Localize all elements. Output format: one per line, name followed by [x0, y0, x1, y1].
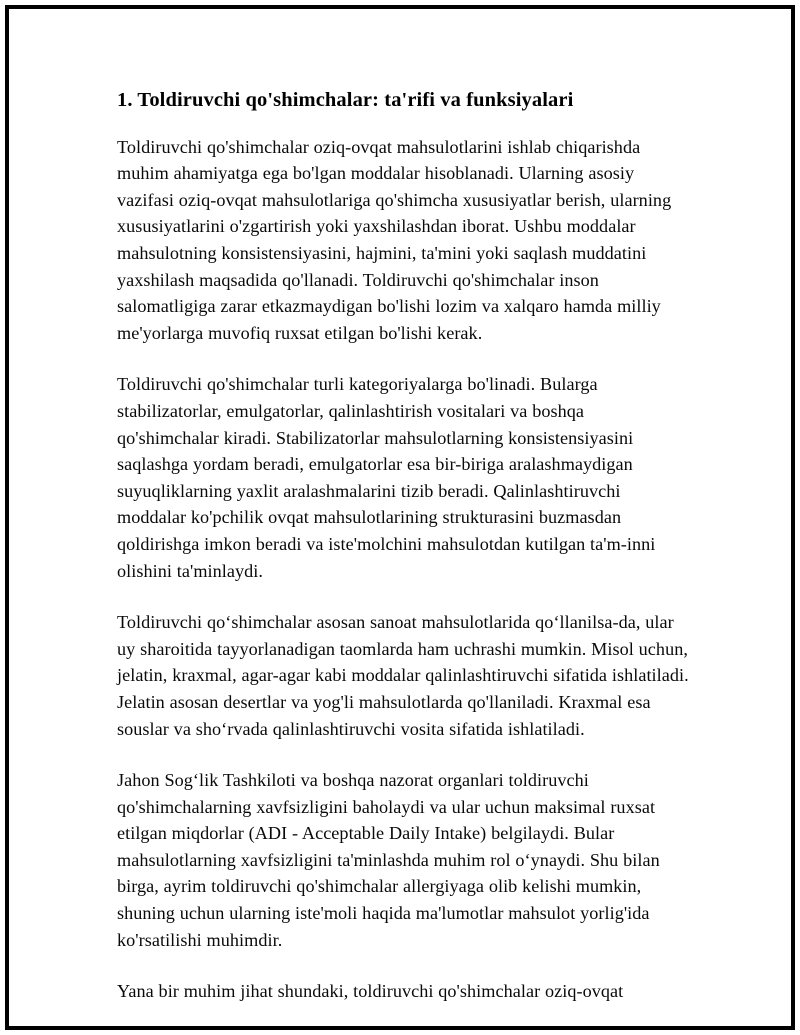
- document-page: [9, 9, 791, 1026]
- body-paragraph-1: Toldiruvchi qo'shimchalar oziq-ovqat mahsulotlarini ishlab chiqarishda muhim ahamiyatga ega bo'lgan moddalar hisoblanadi. Ularning asosiy vazifasi oziq-ovqat mahsulotlariga qo'shimcha xususiyatlar berish, ularning xususiyatlarini o'zgartirish yoki yaxshilashdan iborat. Ushbu moddalar mahsulotning konsistensiyasini, hajmini, ta'mini yoki saqlash muddatini yaxshilash maqsadida qo'llanadi. Toldiruvchi qo'shimchalar inson salomatligiga zarar etkazmaydigan bo'lishi lozim va xalqaro hamda milliy me'yorlarga muvofiq ruxsat etilgan bo'lishi kerak.: [117, 136, 672, 343]
- body-paragraph-5: Yana bir muhim jihat shundaki, toldiruvchi qo'shimchalar oziq-ovqat: [117, 981, 624, 1002]
- document-content: [117, 87, 689, 1005]
- page-title: 1. Toldiruvchi qo'shimchalar: ta'rifi va funksiyalari: [117, 89, 574, 111]
- page-border-frame: [5, 5, 795, 1030]
- body-paragraph-2: Toldiruvchi qo'shimchalar turli kategoriyalarga bo'linadi. Bularga stabilizatorlar, emulgatorlar, qalinlashtirish vositalari va boshqa qo'shimchalar kiradi. Stabilizatorlar mahsulotlarning konsistensiyasini saqlashga yordam beradi, emulgatorlar esa bir-biriga aralashmaydigan suyuqliklarning yaxlit aralashmalarini tizib beradi. Qalinlashtiruvchi moddalar ko'pchilik ovqat mahsulotlarining strukturasini buzmasdan qoldirishga imkon beradi va iste'molchini mahsulotdan kutilgan ta'm-inni olishini ta'minlaydi.: [117, 374, 656, 581]
- body-paragraph-4: Jahon Sogʻlik Tashkiloti va boshqa nazorat organlari toldiruvchi qo'shimchalarning xavfsizligini baholaydi va ular uchun maksimal ruxsat etilgan miqdorlar (ADI - Acceptable Daily Intake) belgilaydi. Bular mahsulotlarning xavfsizligini ta'minlashda muhim rol oʻynaydi. Shu bilan birga, ayrim toldiruvchi qo'shimchalar allergiyaga olib kelishi mumkin, shuning uchun ularning iste'moli haqida ma'lumotlar mahsulot yorlig'ida ko'rsatilishi muhimdir.: [117, 770, 660, 950]
- body-paragraph-3: Toldiruvchi qoʻshimchalar asosan sanoat mahsulotlarida qoʻllanilsa-da, ular uy sharoitida tayyorlanadigan taomlarda ham uchrashi mumkin. Misol uchun, jelatin, kraxmal, agar-agar kabi moddalar qalinlashtiruvchi sifatida ishlatiladi. Jelatin asosan desertlar va yog'li mahsulotlarda qo'llaniladi. Kraxmal esa souslar va shoʻrvada qalinlashtiruvchi vosita sifatida ishlatiladi.: [117, 612, 689, 739]
